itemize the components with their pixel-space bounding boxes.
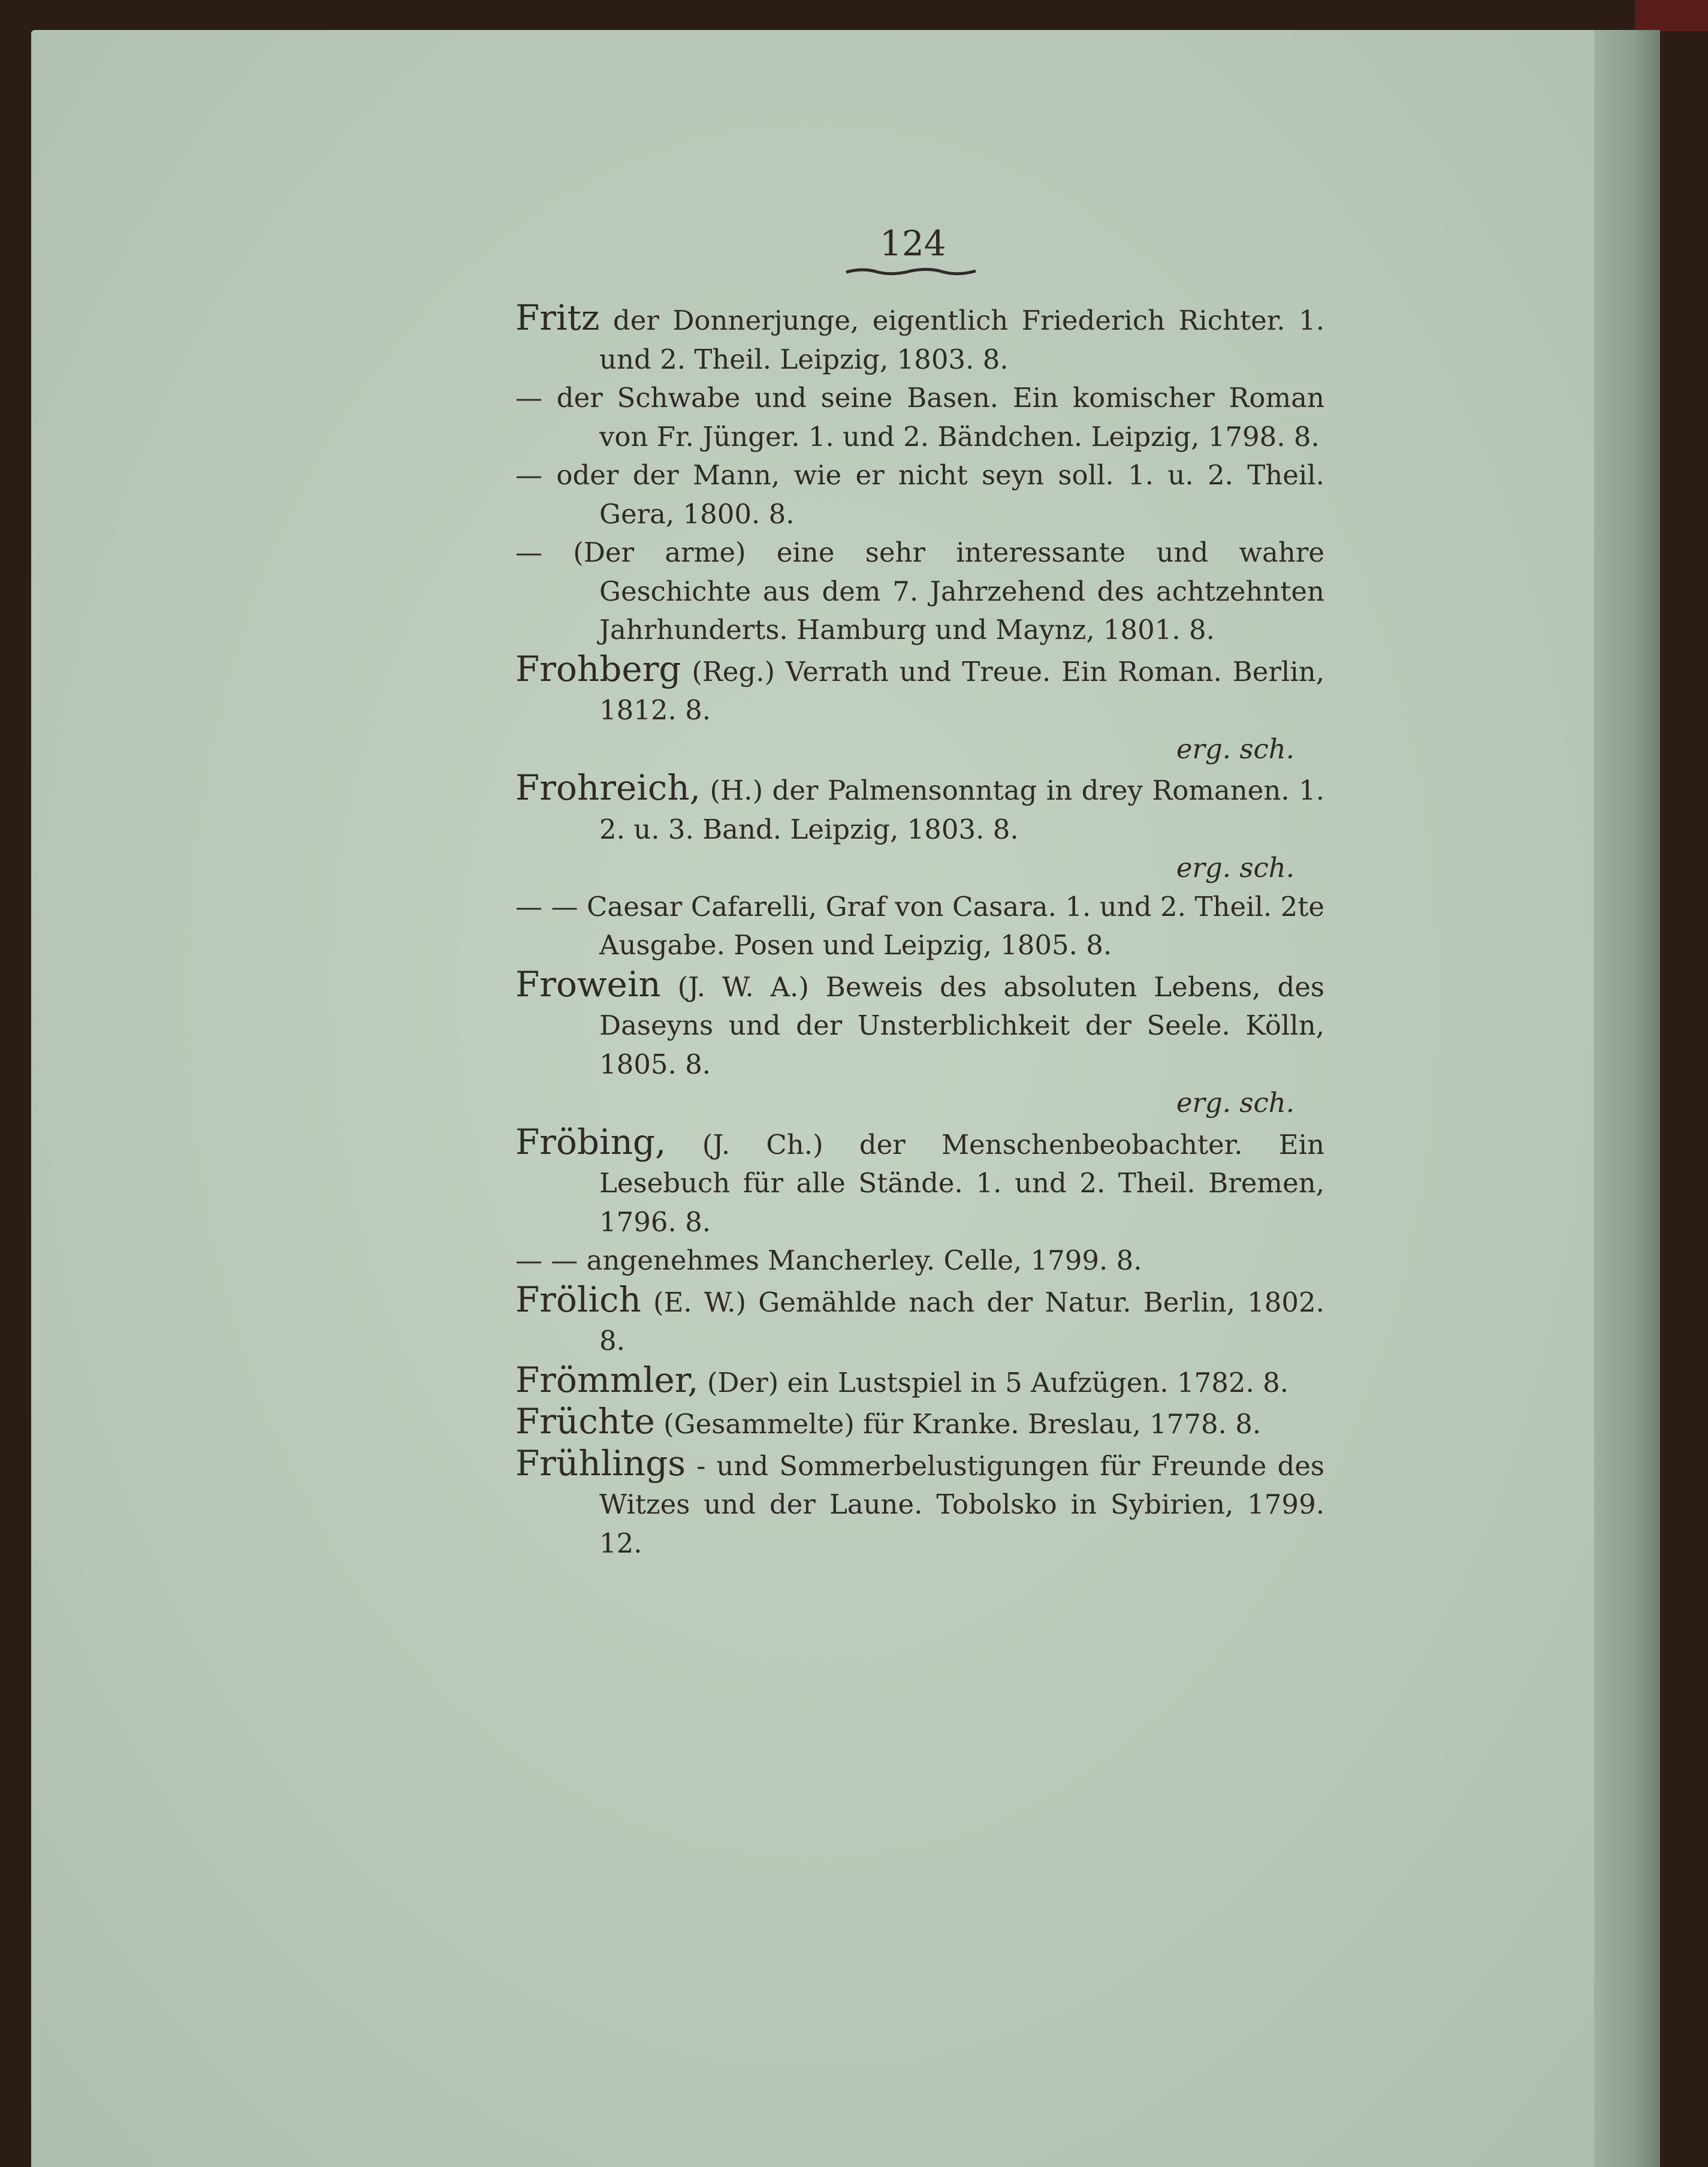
entry-text: (Der) ein Lustspiel in 5 Aufzügen. 1782. 8. [698,1366,1289,1399]
entry-head: Früchte [515,1401,655,1442]
entry [515,965,1324,1084]
entry-text: (J. Ch.) der Menschenbeobachter. Ein Lesebuch für alle Stände. 1. und 2. Theil. Bremen, 1796. 8. [599,1128,1324,1238]
ornament-rule [845,267,977,276]
entry-text: angenehmes Mancherley. Celle, 1799. 8. [578,1244,1142,1276]
entry-text: (H.) der Palmensonntag in drey Romanen. 1. 2. u. 3. Band. Leipzig, 1803. 8. [599,774,1324,845]
entry-text: der Donnerjunge, eigentlich Friederich Richter. 1. und 2. Theil. Leipzig, 1803. 8. [599,305,1324,375]
entry-dash: — [515,382,542,414]
entry [515,888,1324,965]
entry-text: (J. W. A.) Beweis des absoluten Lebens, des Daseyns und der Unsterblichkeit der Seele. Kölln, 1805. 8. [599,971,1324,1080]
entry-signature: erg. sch. [1176,733,1294,765]
entry [515,299,1324,379]
entry-text: oder der Mann, wie er nicht seyn soll. 1. u. 2. Theil. Gera, 1800. 8. [542,459,1324,530]
entry [515,1402,1324,1444]
entry [515,1123,1324,1242]
entry-head: Frühlings [515,1442,686,1484]
entry [515,1444,1324,1563]
entry [515,379,1324,456]
entry-dash: — [515,459,542,491]
entry [515,534,1324,650]
entry [515,1280,1324,1361]
entry [515,768,1324,849]
entry-text: (Der arme) eine sehr interessante und wahre Geschichte aus dem 7. Jahrzehend des achtzehnten Jahrhunderts. Hamburg und Maynz, 1801. 8. [542,537,1324,646]
entry-dash: — [515,537,542,568]
entry-dash: — — [515,1244,578,1276]
entry-head: Frohberg [515,648,681,689]
entry-head: Fröbing, [515,1121,666,1162]
entry-text: (Gesammelte) für Kranke. Breslau, 1778. 8. [654,1408,1262,1440]
entry-head: Fritz [515,297,600,338]
entry-text: - und Sommerbelustigungen für Freunde des Witzes und der Laune. Tobolsko in Sybirien, 1799. 12. [599,1449,1324,1559]
entry-signature: erg. sch. [1176,1087,1294,1119]
page-edge-shadow [1594,30,1660,2167]
entry-head: Frömmler, [515,1359,699,1400]
entry-dash: — — [515,890,578,923]
entry-head: Frohreich, [515,767,701,808]
entry-text: (Reg.) Verrath und Treue. Ein Roman. Berlin, 1812. 8. [599,655,1324,726]
entry-signature: erg. sch. [1176,852,1294,884]
entry-text: Caesar Cafarelli, Graf von Casara. 1. und 2. Theil. 2te Ausgabe. Posen und Leipzig, 1805. 8. [578,890,1325,961]
catalog-entries [515,299,1324,1563]
entry [515,650,1324,730]
entry-text: (E. W.) Gemählde nach der Natur. Berlin, 1802. 8. [599,1286,1324,1357]
entry [515,456,1324,534]
book-cover-corner [1635,0,1708,31]
entry-text: der Schwabe und seine Basen. Ein komischer Roman von Fr. Jünger. 1. und 2. Bändchen. Leipzig, 1798. 8. [542,382,1324,453]
entry-head: Frölich [515,1279,641,1320]
entry [515,1361,1324,1403]
page-number: 124 [880,223,946,264]
entry-head: Frowein [515,963,661,1005]
entry [515,1241,1324,1280]
